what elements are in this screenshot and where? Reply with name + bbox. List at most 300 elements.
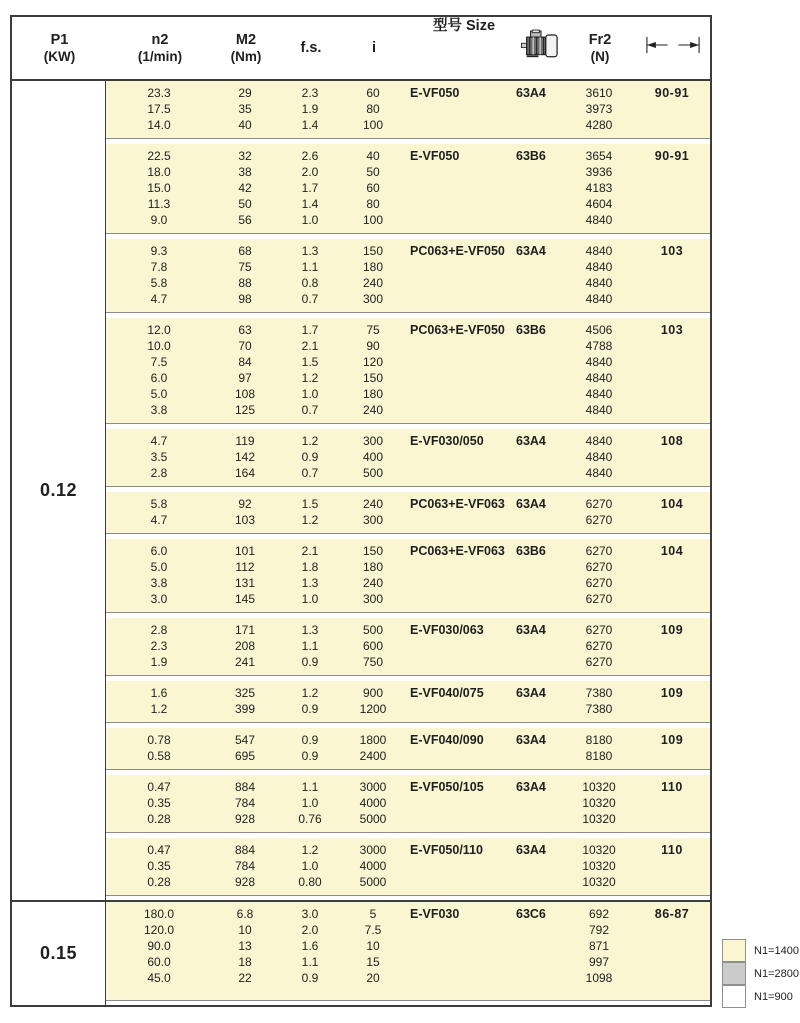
fr2-value: 4840	[585, 466, 613, 480]
fr2-value: 10320	[582, 843, 616, 857]
pages-value	[634, 795, 710, 811]
size-value	[516, 180, 564, 196]
i-value: 75	[366, 323, 380, 337]
size-value	[516, 101, 564, 117]
model-value: E-VF050	[410, 149, 460, 163]
legend-item	[722, 962, 799, 985]
fr2-value: 10320	[582, 875, 616, 889]
fs-value: 0.9	[301, 450, 319, 464]
size-value	[516, 512, 564, 528]
table-row	[106, 559, 710, 575]
m2-value: 101	[234, 544, 256, 558]
pages-value: 90-91	[654, 86, 690, 100]
n2-value: 6.0	[150, 544, 168, 558]
m2-value: 35	[238, 102, 252, 116]
fr2-value: 997	[588, 955, 610, 969]
size-value: 63A4	[516, 86, 546, 100]
fs-value: 1.6	[301, 939, 319, 953]
fs-value: 1.9	[301, 102, 319, 116]
table-row	[106, 779, 710, 795]
fr2-value: 6270	[585, 544, 613, 558]
i-value: 3000	[359, 780, 387, 794]
p1-value: 0.12	[39, 480, 78, 500]
size-value	[516, 117, 564, 133]
fs-value: 2.1	[301, 544, 319, 558]
fs-value: 1.2	[301, 843, 319, 857]
header-n2-unit: (1/min)	[137, 48, 183, 64]
fs-value: 0.9	[301, 702, 319, 716]
i-value: 60	[366, 181, 380, 195]
fs-value: 0.80	[298, 875, 322, 889]
table-row	[106, 196, 710, 212]
table-row	[106, 433, 710, 449]
model-group	[106, 318, 710, 424]
fs-value: 1.1	[301, 780, 319, 794]
header-motor	[517, 17, 565, 79]
size-value: 63A4	[516, 497, 546, 511]
i-value: 1200	[359, 702, 387, 716]
p1-cell	[12, 81, 106, 900]
table-row	[106, 512, 710, 528]
table-row	[106, 212, 710, 228]
m2-value: 38	[238, 165, 252, 179]
m2-value: 40	[238, 118, 252, 132]
size-value	[516, 338, 564, 354]
fr2-value: 6270	[585, 623, 613, 637]
size-value	[516, 970, 564, 986]
legend-swatch-n1-900	[722, 985, 746, 1008]
ratings-table	[10, 15, 712, 1007]
model-group	[106, 492, 710, 534]
size-value	[516, 196, 564, 212]
m2-value: 125	[234, 403, 256, 417]
m2-value: 50	[238, 197, 252, 211]
m2-value: 92	[238, 497, 252, 511]
i-value: 120	[362, 355, 384, 369]
n2-value: 18.0	[147, 165, 171, 179]
fs-value: 1.0	[301, 592, 319, 606]
fr2-value: 1098	[585, 971, 613, 985]
table-row	[106, 842, 710, 858]
fs-value: 1.7	[301, 323, 319, 337]
model-value: PC063+E-VF050	[410, 244, 505, 258]
m2-value: 88	[238, 276, 252, 290]
pages-value	[634, 117, 710, 133]
pages-value	[634, 575, 710, 591]
pages-value	[634, 874, 710, 890]
m2-value: 884	[234, 780, 256, 794]
size-value: 63A4	[516, 780, 546, 794]
fr2-value: 3973	[585, 102, 613, 116]
fs-value: 2.0	[301, 923, 319, 937]
size-value	[516, 354, 564, 370]
pages-value	[634, 938, 710, 954]
i-value: 400	[362, 450, 384, 464]
m2-value: 784	[234, 796, 256, 810]
model-value	[404, 291, 516, 307]
model-groups	[106, 902, 710, 1005]
m2-value: 142	[234, 450, 256, 464]
table-row	[106, 243, 710, 259]
header-fr2-unit: (N)	[590, 48, 610, 64]
header-model-label: 型号 Size	[432, 18, 496, 34]
size-value	[516, 559, 564, 575]
model-group	[106, 838, 710, 896]
fs-value: 1.4	[301, 197, 319, 211]
pages-value	[634, 512, 710, 528]
fr2-value: 4506	[585, 323, 613, 337]
i-value: 3000	[359, 843, 387, 857]
n2-value: 60.0	[147, 955, 171, 969]
m2-value: 928	[234, 875, 256, 889]
fs-value: 0.7	[301, 403, 319, 417]
m2-value: 84	[238, 355, 252, 369]
i-value: 5000	[359, 875, 387, 889]
n2-value: 3.5	[150, 450, 168, 464]
m2-value: 131	[234, 576, 256, 590]
table-row	[106, 748, 710, 764]
table-row	[106, 259, 710, 275]
size-value	[516, 654, 564, 670]
header-fr2-label: Fr2	[588, 31, 612, 48]
size-value: 63B6	[516, 323, 546, 337]
i-value: 1800	[359, 733, 387, 747]
header-m2	[213, 17, 279, 79]
m2-value: 13	[238, 939, 252, 953]
n2-value: 3.8	[150, 403, 168, 417]
n2-value: 17.5	[147, 102, 171, 116]
i-value: 180	[362, 260, 384, 274]
fr2-value: 4840	[585, 371, 613, 385]
fs-value: 1.1	[301, 639, 319, 653]
model-value	[404, 591, 516, 607]
size-value: 63A4	[516, 686, 546, 700]
fr2-value: 4840	[585, 434, 613, 448]
header-n2	[107, 17, 213, 79]
n2-value: 3.0	[150, 592, 168, 606]
n2-value: 3.8	[150, 576, 168, 590]
m2-value: 164	[234, 466, 256, 480]
fs-value: 3.0	[301, 907, 319, 921]
fr2-value: 4840	[585, 244, 613, 258]
legend-swatch-n1-1400	[722, 939, 746, 962]
model-value: E-VF040/090	[410, 733, 484, 747]
n2-value: 4.7	[150, 513, 168, 527]
n2-value: 120.0	[143, 923, 175, 937]
i-value: 150	[362, 544, 384, 558]
table-row	[106, 449, 710, 465]
m2-value: 70	[238, 339, 252, 353]
i-value: 300	[362, 513, 384, 527]
n2-value: 1.2	[150, 702, 168, 716]
i-value: 90	[366, 339, 380, 353]
header-m2-unit: (Nm)	[230, 48, 262, 64]
m2-value: 119	[235, 434, 255, 448]
n2-value: 0.35	[147, 796, 171, 810]
fs-value: 0.9	[301, 733, 319, 747]
m2-value: 145	[234, 592, 256, 606]
size-value	[516, 811, 564, 827]
model-value: PC063+E-VF063	[410, 497, 505, 511]
fr2-value: 6270	[585, 513, 613, 527]
fs-value: 1.0	[301, 387, 319, 401]
i-value: 80	[366, 102, 380, 116]
m2-value: 928	[234, 812, 256, 826]
size-value: 63A4	[516, 843, 546, 857]
legend-label: N1=2800	[754, 967, 799, 980]
p1-cell	[12, 902, 106, 1005]
size-value: 63C6	[516, 907, 546, 921]
pages-value	[634, 164, 710, 180]
i-value: 240	[362, 576, 384, 590]
m2-value: 75	[238, 260, 252, 274]
table-header	[12, 17, 710, 81]
m2-value: 784	[234, 859, 256, 873]
model-value	[404, 748, 516, 764]
n2-value: 2.3	[150, 639, 168, 653]
size-value	[516, 291, 564, 307]
size-value	[516, 465, 564, 481]
n2-value: 5.0	[150, 560, 168, 574]
fs-value: 0.9	[301, 655, 319, 669]
table-row	[106, 180, 710, 196]
m2-value: 98	[238, 292, 252, 306]
table-row	[106, 402, 710, 418]
model-value	[404, 212, 516, 228]
table-row	[106, 591, 710, 607]
size-value	[516, 386, 564, 402]
fs-value: 0.8	[301, 276, 319, 290]
i-value: 20	[366, 971, 380, 985]
table-row	[106, 701, 710, 717]
pages-value: 110	[661, 843, 683, 857]
m2-value: 29	[238, 86, 252, 100]
fs-value: 1.2	[301, 513, 319, 527]
fs-value: 1.2	[301, 371, 319, 385]
model-group	[106, 144, 710, 234]
header-n2-label: n2	[151, 31, 169, 48]
model-value	[404, 465, 516, 481]
n2-value: 1.9	[150, 655, 168, 669]
fs-value: 1.5	[301, 355, 319, 369]
table-row	[106, 858, 710, 874]
model-value	[404, 275, 516, 291]
header-i	[343, 17, 405, 79]
model-groups	[106, 81, 710, 900]
table-row	[106, 874, 710, 890]
pages-value: 104	[660, 544, 684, 558]
size-value	[516, 858, 564, 874]
pages-value: 109	[660, 623, 684, 637]
model-value	[404, 354, 516, 370]
size-value	[516, 795, 564, 811]
size-value	[516, 954, 564, 970]
i-value: 180	[362, 560, 384, 574]
n2-value: 10.0	[147, 339, 171, 353]
i-value: 240	[362, 403, 384, 417]
size-value	[516, 259, 564, 275]
i-value: 300	[362, 592, 384, 606]
size-value: 63A4	[516, 733, 546, 747]
i-value: 5	[369, 907, 377, 921]
model-value: PC063+E-VF063	[410, 544, 505, 558]
table-row	[106, 954, 710, 970]
size-value	[516, 874, 564, 890]
pages-value	[634, 212, 710, 228]
n2-value: 5.8	[150, 497, 168, 511]
fr2-value: 6270	[585, 576, 613, 590]
model-value	[404, 402, 516, 418]
fr2-value: 7380	[585, 702, 613, 716]
table-row	[106, 496, 710, 512]
fs-value: 1.1	[301, 955, 319, 969]
pages-value: 110	[661, 780, 683, 794]
n2-value: 9.0	[150, 213, 168, 227]
i-value: 500	[362, 623, 384, 637]
m2-value: 42	[238, 181, 252, 195]
fs-value: 1.0	[301, 859, 319, 873]
n2-value: 22.5	[147, 149, 171, 163]
table-body	[12, 81, 710, 1005]
p1-value: 0.15	[39, 943, 78, 963]
table-row	[106, 386, 710, 402]
legend-item	[722, 985, 799, 1008]
size-value	[516, 275, 564, 291]
i-value: 2400	[359, 749, 387, 763]
size-value	[516, 922, 564, 938]
header-model	[405, 17, 517, 79]
pages-value	[634, 654, 710, 670]
legend-label: N1=1400	[754, 944, 799, 957]
model-value	[404, 386, 516, 402]
pages-value	[634, 922, 710, 938]
m2-value: 68	[238, 244, 252, 258]
fs-value: 1.3	[301, 244, 319, 258]
size-value	[516, 449, 564, 465]
model-value	[404, 338, 516, 354]
fs-value: 1.0	[301, 796, 319, 810]
m2-value: 695	[234, 749, 256, 763]
fr2-value: 8180	[585, 733, 613, 747]
model-value	[404, 938, 516, 954]
n2-value: 0.35	[147, 859, 171, 873]
i-value: 600	[362, 639, 384, 653]
pages-value: 108	[660, 434, 684, 448]
table-row	[106, 101, 710, 117]
model-group	[106, 618, 710, 676]
fr2-value: 4840	[585, 213, 613, 227]
fs-value: 1.8	[301, 560, 319, 574]
pages-value	[634, 858, 710, 874]
header-fs	[279, 17, 343, 79]
n2-value: 0.28	[147, 875, 171, 889]
n2-value: 14.0	[147, 118, 171, 132]
n2-value: 12.0	[147, 323, 171, 337]
header-p1	[12, 17, 107, 79]
pages-value	[634, 291, 710, 307]
fs-value: 1.0	[301, 213, 319, 227]
table-row	[106, 638, 710, 654]
n2-value: 2.8	[150, 623, 168, 637]
model-value	[404, 259, 516, 275]
n2-value: 0.78	[147, 733, 171, 747]
size-value: 63B6	[516, 544, 546, 558]
m2-value: 10	[238, 923, 252, 937]
fr2-value: 10320	[582, 796, 616, 810]
pages-value	[634, 386, 710, 402]
size-value	[516, 575, 564, 591]
m2-value: 63	[238, 323, 252, 337]
model-value	[404, 180, 516, 196]
m2-value: 208	[234, 639, 256, 653]
fs-value: 1.5	[301, 497, 319, 511]
pages-value	[634, 559, 710, 575]
i-value: 15	[366, 955, 380, 969]
fr2-value: 3610	[585, 86, 613, 100]
table-row	[106, 370, 710, 386]
fs-value: 2.6	[301, 149, 319, 163]
m2-value: 18	[238, 955, 252, 969]
pages-value	[634, 402, 710, 418]
model-value: E-VF030	[410, 907, 460, 921]
m2-value: 171	[234, 623, 256, 637]
table-row	[106, 922, 710, 938]
i-value: 300	[362, 292, 384, 306]
i-value: 80	[366, 197, 380, 211]
m2-value: 56	[238, 213, 252, 227]
i-value: 100	[362, 118, 384, 132]
table-row	[106, 275, 710, 291]
fr2-value: 7380	[585, 686, 613, 700]
pages-value: 109	[660, 686, 684, 700]
i-value: 4000	[359, 859, 387, 873]
fs-value: 1.3	[301, 576, 319, 590]
fs-value: 1.3	[301, 623, 319, 637]
size-value	[516, 164, 564, 180]
m2-value: 884	[234, 843, 256, 857]
pages-value	[634, 180, 710, 196]
n2-value: 5.0	[150, 387, 168, 401]
size-value	[516, 748, 564, 764]
fs-value: 2.3	[301, 86, 319, 100]
pages-value	[634, 275, 710, 291]
pages-value	[634, 259, 710, 275]
model-value	[404, 922, 516, 938]
i-value: 100	[362, 213, 384, 227]
legend-label: N1=900	[754, 990, 793, 1003]
pages-value: 109	[660, 733, 684, 747]
fr2-value: 3936	[585, 165, 613, 179]
fr2-value: 4840	[585, 260, 613, 274]
model-value	[404, 101, 516, 117]
m2-value: 6.8	[236, 907, 254, 921]
n2-value: 11.3	[147, 197, 171, 211]
n2-value: 4.7	[150, 434, 168, 448]
model-value	[404, 701, 516, 717]
model-group	[106, 429, 710, 487]
model-value	[404, 858, 516, 874]
fs-value: 1.4	[301, 118, 319, 132]
table-row	[106, 164, 710, 180]
i-value: 50	[366, 165, 380, 179]
m2-value: 32	[238, 149, 252, 163]
model-group	[106, 775, 710, 833]
header-fr2	[565, 17, 635, 79]
i-value: 10	[366, 939, 380, 953]
fs-value: 0.9	[301, 749, 319, 763]
n2-value: 0.58	[147, 749, 171, 763]
i-value: 60	[366, 86, 380, 100]
